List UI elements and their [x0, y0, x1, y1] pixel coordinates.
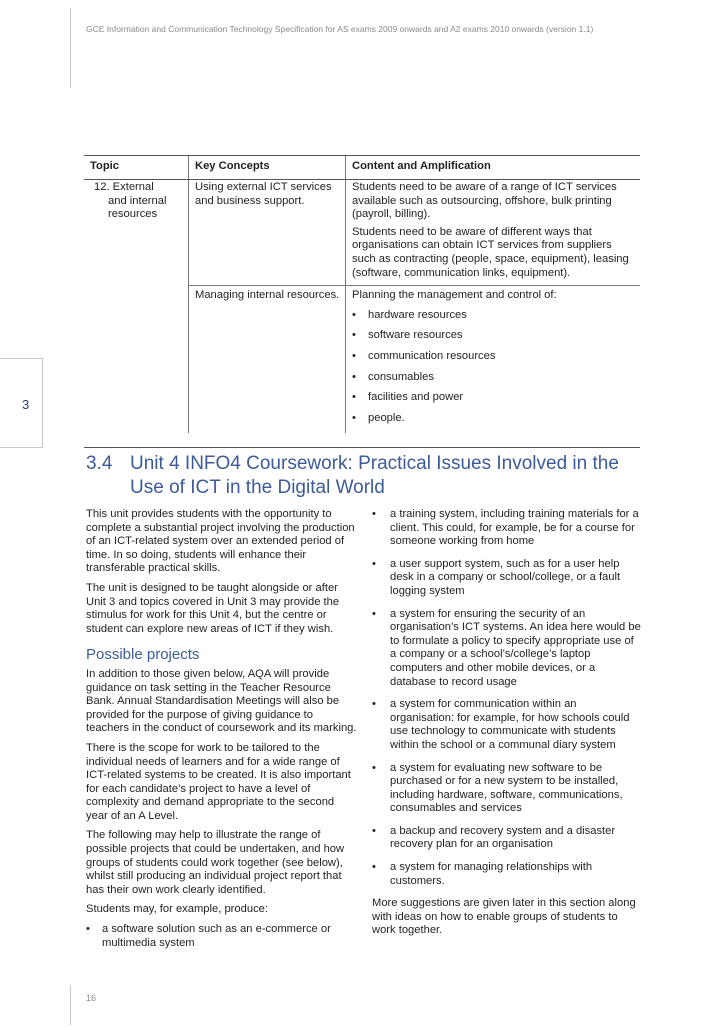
- right-column: [372, 508, 642, 938]
- content-intro: Planning the management and control of:: [352, 289, 557, 302]
- list-item: • people.: [352, 412, 636, 426]
- project-list-left: [86, 923, 358, 950]
- list-item: • a system for managing relationships with customers.: [372, 861, 642, 888]
- paragraph: The unit is designed to be taught alongside or after Unit 3 and topics covered in Unit 3 may provide the stimulus for work for this Unit 4, but the centre or student can explore new areas of ICT if they wish.: [86, 581, 340, 635]
- paragraph: There is the scope for work to be tailored to the individual needs of learners and for a wide range of ICT-related systems to be created. It is also important for each candidate’s project to have a level of complexity and demand appropriate to the second year of an A Level.: [86, 741, 351, 822]
- project-list-right: [372, 508, 642, 888]
- list-item: • facilities and power: [352, 391, 636, 405]
- section-title: Unit 4 INFO4 Coursework: Practical Issues Involved in the Use of ICT in the Digital World: [130, 453, 619, 498]
- header-key-concepts: Key Concepts: [189, 156, 346, 180]
- list-item: • consumables: [352, 371, 636, 385]
- specification-table: [84, 155, 640, 433]
- page-number: 16: [86, 993, 97, 1003]
- section-tab-number: 3: [22, 397, 30, 412]
- topic-line: and internal: [108, 194, 167, 207]
- list-item: • hardware resources: [352, 309, 636, 323]
- section-number: 3.4: [86, 453, 113, 474]
- list-item: • a software solution such as an e-commerce or multimedia system: [86, 923, 358, 950]
- topic-number: 12. External: [94, 181, 154, 193]
- table-bottom-rule: [84, 447, 640, 448]
- content-cell: [346, 180, 641, 286]
- paragraph: In addition to those given below, AQA will provide guidance on task setting in the Teacher Resource Bank. Annual Standardisation Meetings will also be provided for the purpose of giving guidance to teachers in the conduct of coursework and its marking.: [86, 667, 357, 735]
- header-topic: Topic: [84, 156, 189, 180]
- section-heading: [86, 452, 646, 500]
- closing-paragraph: More suggestions are given later in this section along with ideas on how to enable groups of students to work together.: [372, 897, 636, 937]
- running-header: GCE Information and Communication Technology Specification for AS exams 2009 onwards and A2 exams 2010 onwards (version 1.1): [86, 24, 594, 34]
- paragraph: Students may, for example, produce:: [86, 903, 268, 916]
- list-item: • a training system, including training materials for a client. This could, for example, be for a course for someone working from home: [372, 508, 642, 549]
- concept-cell: Using external ICT services and business support.: [189, 180, 346, 286]
- section-side-tab: [0, 358, 43, 448]
- left-column: [86, 508, 358, 957]
- paragraph: The following may help to illustrate the range of possible projects that could be undertaken, and how groups of students could work together (see below), whilst still producing an individual project report that has their own work clearly identified.: [86, 829, 345, 896]
- concept-cell: Managing internal resources.: [189, 286, 346, 434]
- header-content: Content and Amplification: [346, 156, 641, 180]
- content-paragraph: Students need to be aware of a range of ICT services available such as outsourcing, offshore, bulk printing (payroll, billing).: [352, 181, 617, 221]
- paragraph: This unit provides students with the opportunity to complete a substantial project involving the production of an ICT-related system over an extended period of time. In so doing, students will enhance their transferable practical skills.: [86, 508, 355, 575]
- subheading-possible-projects: Possible projects: [86, 646, 200, 664]
- list-item: • software resources: [352, 329, 636, 343]
- topic-line: resources: [108, 208, 158, 221]
- resource-list: [352, 309, 636, 426]
- margin-rule-top: [70, 8, 71, 88]
- list-item: • communication resources: [352, 350, 636, 364]
- list-item: • a system for ensuring the security of an organisation’s ICT systems. An idea here would be to formulate a policy to specify appropriate use of a company or a school’s/college’s laptop computers and other mobile devices, or a database to record usage: [372, 608, 642, 690]
- table-header-row: [84, 156, 640, 180]
- list-item: • a backup and recovery system and a disaster recovery plan for an organisation: [372, 825, 642, 852]
- list-item: • a system for communication within an organisation: for example, for how schools could use technology to communicate with students within the school or a communal diary system: [372, 698, 642, 752]
- table-row: [84, 180, 640, 286]
- topic-cell: [84, 180, 189, 434]
- list-item: • a system for evaluating new software to be purchased or for a new system to be installed, including hardware, software, communications, consumables and services: [372, 762, 642, 816]
- margin-rule-bottom: [70, 985, 71, 1025]
- content-paragraph: Students need to be aware of different ways that organisations can obtain ICT services from suppliers such as contracting (people, space, equipment), leasing (software, communication links, equipment).: [352, 225, 629, 279]
- list-item: • a user support system, such as for a user help desk in a company or school/college, or a fault logging system: [372, 558, 642, 599]
- content-cell: [346, 286, 641, 434]
